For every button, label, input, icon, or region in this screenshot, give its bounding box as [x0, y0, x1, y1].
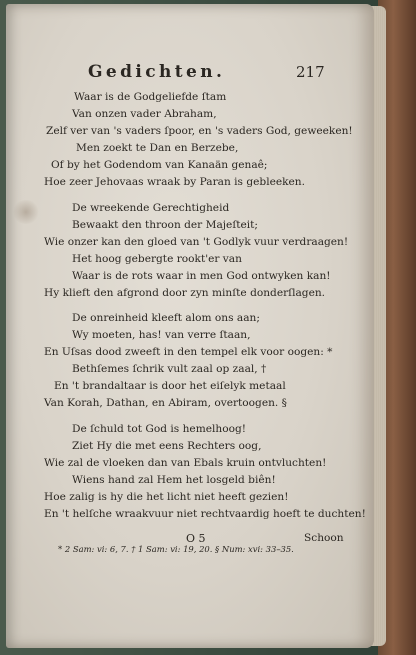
poem-line: Wiens hand zal Hem het losgeld biên! [72, 474, 276, 486]
paper-stain [12, 200, 40, 224]
poem-line: En 't brandaltaar is door het eiſelyk metaal [54, 380, 286, 392]
poem-line: Wie zal de vloeken dan van Ebals kruin ontvluchten! [44, 457, 327, 469]
poem-line: En Uſsas dood zweeft in den tempel elk voor oogen: * [44, 346, 333, 358]
poem-line: Het hoog gebergte rookt'er van [72, 253, 242, 265]
footnotes: * 2 Sam: vi: 6, 7. † 1 Sam: vi: 19, 20. § Num: xvi: 33–35. [58, 544, 294, 554]
poem-line: Van Korah, Dathan, en Abiram, overtoogen. § [44, 397, 287, 409]
poem-line: Van onzen vader Abraham, [72, 108, 217, 120]
poem-line: Ziet Hy die met eens Rechters oog, [72, 440, 262, 452]
poem-line: Of by het Godendom van Kanaän genaê; [51, 159, 268, 171]
poem-line: Wy moeten, has! van verre ſtaan, [72, 329, 251, 341]
poem-line: En 't helſche wraakvuur niet rechtvaardig hoeft te duchten! [44, 508, 366, 520]
poem-line: De onreinheid kleeft alom ons aan; [72, 312, 260, 324]
page-header [6, 62, 374, 84]
page-number: 217 [296, 63, 325, 81]
poem-line: Bewaakt den throon der Majeſteit; [72, 219, 258, 231]
poem-line: Men zoekt te Dan en Berzebe, [76, 142, 239, 154]
poem-line: Hoe zeer Jehovaas wraak by Paran is gebleeken. [44, 176, 305, 188]
poem-line: De wreekende Gerechtigheid [72, 202, 230, 214]
poem-line: Bethſemes ſchrik vult zaal op zaal, † [72, 363, 267, 375]
poem-line: De ſchuld tot God is hemelhoog! [72, 423, 247, 435]
poem-line: Zelf ver van 's vaders ſpoor, en 's vaders God, geweeken! [46, 125, 353, 137]
poem-line: Hoe zalig is hy die het licht niet heeft gezien! [44, 491, 289, 503]
book-page [6, 4, 374, 648]
catchword: Schoon [304, 532, 344, 544]
poem-line: Waar is de Godgeliefde ſtam [74, 91, 227, 103]
running-title: Gedichten. [88, 62, 226, 82]
poem-line: Waar is de rots waar in men God ontwyken kan! [72, 270, 331, 282]
poem-line: Hy klieft den afgrond door zyn minſte donderſlagen. [44, 287, 326, 299]
poem-line: Wie onzer kan den gloed van 't Godlyk vuur verdraagen! [44, 236, 349, 248]
signature-mark: O 5 [186, 532, 206, 545]
